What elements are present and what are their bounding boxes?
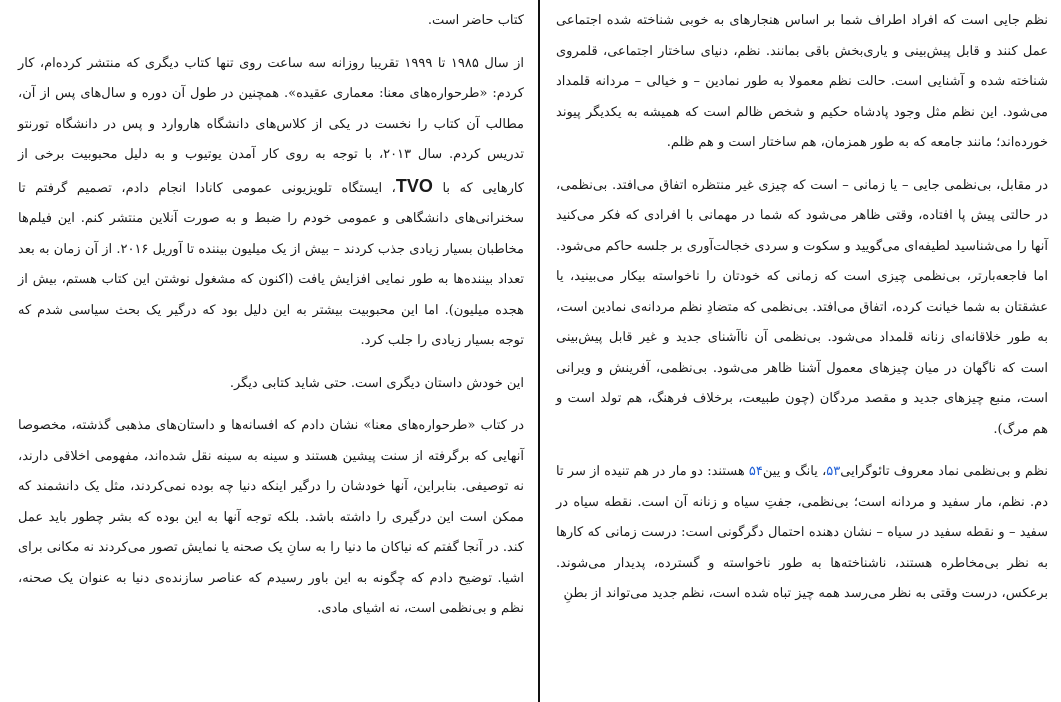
left-paragraph-3: این خودش داستان دیگری است. حتی شاید کتابی دیگر. bbox=[229, 375, 524, 391]
left-page bbox=[18, 6, 524, 702]
right-paragraph-3 bbox=[556, 457, 1048, 610]
footnote-ref-54[interactable]: ۵۴ bbox=[748, 464, 763, 479]
page-divider bbox=[538, 0, 540, 702]
footnote-ref-53[interactable]: ۵۳ bbox=[826, 464, 841, 479]
left-paragraph-4: در کتاب «طرحواره‌های معنا» نشان دادم که افسانه‌ها و داستان‌های مذهبی گذشته، مخصوصا آنهایی که برگرفته از سنت پیشین هستند و سینه به سینه نقل شده‌اند، مفهومی اخلاقی دارند، نه توصیفی. بنابراین، آنها خودشان را درگیر اینکه دنیا چه بوده نمی‌کردند، مثل یک دانشمند که ممکن است این درگیری را داشته باشد. بلکه توجه آنها به این بوده که بشر چطور باید عمل کند. در آنجا گفتم که نیاکان ما دنیا را به سانِ یک صحنه یا نمایش تصور می‌کردند نه مکانی برای اشیا. توضیح دادم که چگونه به این باور رسیدم که عناصر سازنده‌ی دنیا به عنوان یک صحنه، نظم و بی‌نظمی است، نه اشیای مادی. bbox=[18, 418, 524, 616]
right-page bbox=[556, 6, 1048, 702]
right-paragraph-2: در مقابل، بی‌نظمی جایی – یا زمانی – است که چیزی غیر منتظره اتفاق می‌افتد. بی‌نظمی، در حالتی پیش پا افتاده، وقتی ظاهر می‌شود که شما در مهمانی با افرادی که فکر می‌کنید آنها را می‌شناسید لطیفه‌ای می‌گویید و سکوت و سردی خجالت‌آوری بر جلسه حاکم می‌شود. اما فاجعه‌بارتر، بی‌نظمی چیزی است که زمانی که خودتان را ناخواسته بیکار می‌بینید، یا عشقتان به شما خیانت کرده، اتفاق می‌افتد. بی‌نظمی که متضادِ نظم مردانه‌ی نمادین است، به طور خلاقانه‌ای زنانه قلمداد می‌شود. بی‌نظمی آن ناآشنای جدید و غیر قابل پیش‌بینی است که ناگهان در میان چیزهای معمول آشنا ظاهر می‌شود. بی‌نظمی، آفرینش و ویرانی است، منبع چیزهای جدید و مقصد مردگان (چون طبیعت، برخلاف فرهنگ، هم تولد است و هم مرگ). bbox=[556, 177, 1048, 437]
right-paragraph-3-part-a: نظم و بی‌نظمی نماد معروف تائوگرایی bbox=[840, 464, 1048, 479]
left-paragraph-2 bbox=[18, 49, 524, 357]
left-paragraph-1: کتاب حاضر است. bbox=[427, 13, 524, 28]
right-paragraph-1: نظم جایی است که افراد اطراف شما بر اساس هنجارهای به خوبی شناخته شده اجتماعی عمل کنند و قابل پیش‌بینی و یاری‌بخش باقی بمانند. نظم، دنیای ساختار اجتماعی، قلمروی شناخته شده و آشنایی است. حالت نظم معمولا به طور نمادین – و خیالی – مردانه قلمداد می‌شود. این نظم مثل وجود پادشاه حکیم و شخص ظالم است که همیشه به یکدیگر پیوند خورده‌اند؛ مانند جامعه که به طور همزمان، هم ساختار است و هم ظلم. bbox=[556, 13, 1048, 150]
tvo-label: TVO bbox=[395, 175, 433, 196]
right-paragraph-3-part-b: ، یانگ و یین bbox=[762, 464, 827, 479]
left-paragraph-2-part-b: ، ایستگاه تلویزیونی عمومی کانادا انجام دادم، تصمیم گرفتم تا سخنرانی‌های دانشگاهی و عمومی خودم را ضبط و به صورت آنلاین منتشر کنم. این فیلم‌ها مخاطبان بسیار زیادی جذب کردند – بیش از یک میلیون بیننده تا آوریل ۲۰۱۶. از آن زمان به بعد تعداد بیننده‌ها به طور نمایی افزایش یافت (اکنون که مشغول نوشتن این کتاب هستم، بیش از هجده میلیون). اما این محبوبیت بیشتر به این دلیل بود که درگیر یک بحث سیاسی شدم که توجه بسیار زیادی را جلب کرد. bbox=[18, 180, 524, 348]
left-paragraph-2-part-a: از سال ۱۹۸۵ تا ۱۹۹۹ تقریبا روزانه سه ساعت روی تنها کتاب دیگری که منتشر کرده‌ام، کار کردم: «طرحواره‌های معنا: معماری عقیده». همچنین در طول آن دوره و سال‌های پس از آن، مطالب آن کتاب را نخست در یکی از کلاس‌های دانشگاه هاروارد و پس در دانشگاه تورنتو تدریس کردم. سال ۲۰۱۳، با توجه به روی کار آمدن یوتیوب و به دلیل محبوبیت برخی از کارهایی که با bbox=[18, 55, 525, 196]
right-paragraph-3-part-c: هستند: دو مار در هم تنیده از سر تا دم. نظم، مار سفید و مردانه است؛ بی‌نظمی، جفتِ سیاه و زنانه آن است. نقطه سیاه در سفید – و نقطه سفید در سیاه – نشان دهنده احتمال دگرگونی است: درست زمانی که کارها به نظر بی‌مخاطره هستند، ناشناخته‌ها به طور ناخواسته و گسترده، پدیدار می‌شوند. برعکس، درست وقتی به نظر می‌رسد همه چیز تباه شده است، نظم جدید می‌تواند از بطنِ bbox=[556, 464, 1048, 601]
